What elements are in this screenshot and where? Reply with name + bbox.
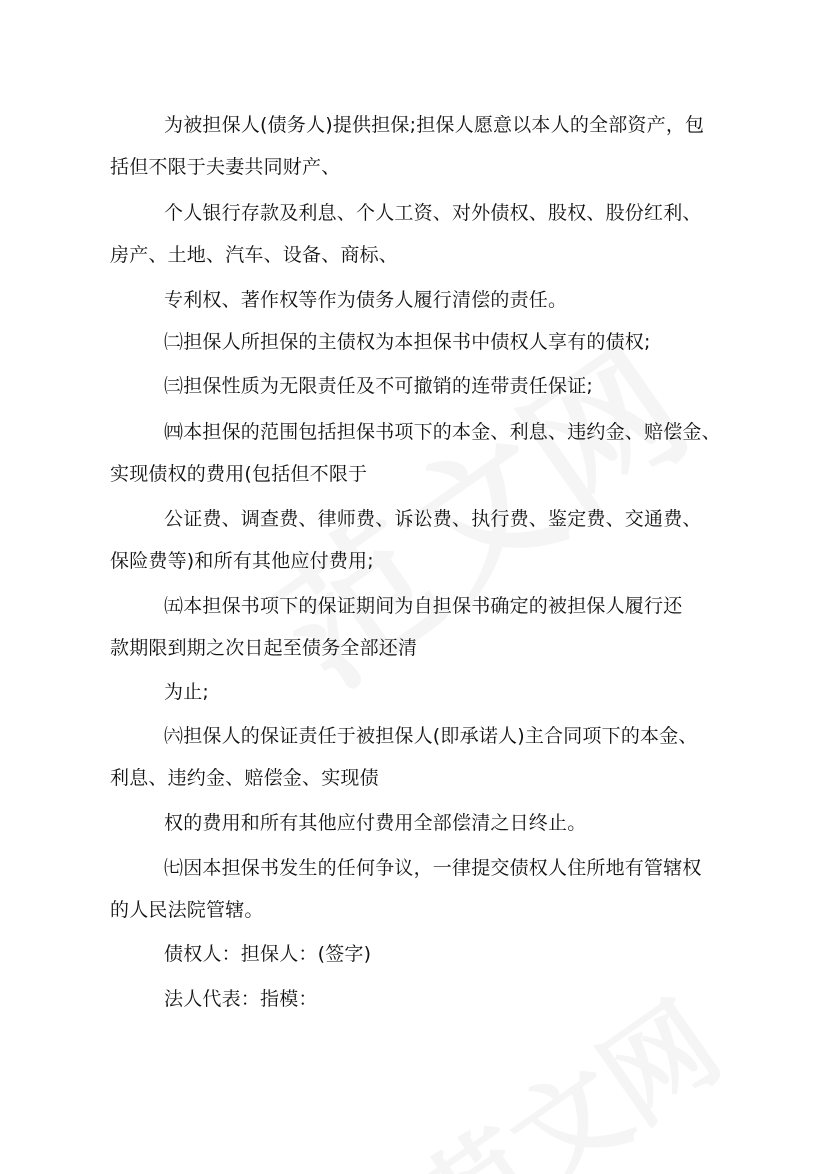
paragraph-line: 为被担保人(债务人)提供担保;担保人愿意以本人的全部资产，包	[164, 114, 705, 136]
paragraph-line: 专利权、著作权等作为债务人履行清偿的责任。	[164, 289, 568, 311]
signature-line-creditor-guarantor: 债权人：担保人：(签字)	[164, 943, 372, 965]
paragraph-line: 款期限到期之次日起至债务全部还清	[110, 637, 418, 659]
paragraph-line: ㈤本担保书项下的保证期间为自担保书确定的被担保人履行还	[164, 595, 683, 617]
paragraph-line: ㈡担保人所担保的主债权为本担保书中债权人享有的债权;	[164, 331, 651, 353]
paragraph-line: ㈣本担保的范围包括担保书项下的本金、利息、违约金、赔偿金、	[164, 421, 721, 443]
paragraph-line: ㈦因本担保书发生的任何争议，一律提交债权人住所地有管辖权	[164, 857, 702, 879]
paragraph-line: 的人民法院管辖。	[110, 899, 264, 921]
paragraph-line: 利息、违约金、赔偿金、实现债	[110, 767, 379, 789]
paragraph-line: 括但不限于夫妻共同财产、	[110, 156, 341, 178]
watermark	[385, 960, 746, 1174]
signature-line-legal-representative: 法人代表：指模：	[164, 988, 318, 1010]
paragraph-line: 个人银行存款及利息、个人工资、对外债权、股权、股份红利、	[164, 202, 702, 224]
paragraph-line: 保险费等)和所有其他应付费用;	[110, 550, 374, 572]
paragraph-line: ㈥担保人的保证责任于被担保人(即承诺人)主合同项下的本金、	[164, 725, 698, 747]
paragraph-line: 权的费用和所有其他应付费用全部偿清之日终止。	[164, 812, 587, 834]
paragraph-line: 公证费、调查费、律师费、诉讼费、执行费、鉴定费、交通费、	[164, 508, 702, 530]
paragraph-line: 为止;	[164, 681, 210, 703]
paragraph-line: ㈢担保性质为无限责任及不可撤销的连带责任保证;	[164, 375, 594, 397]
paragraph-line: 实现债权的费用(包括但不限于	[110, 463, 368, 485]
paragraph-line: 房产、土地、汽车、设备、商标、	[110, 244, 399, 266]
